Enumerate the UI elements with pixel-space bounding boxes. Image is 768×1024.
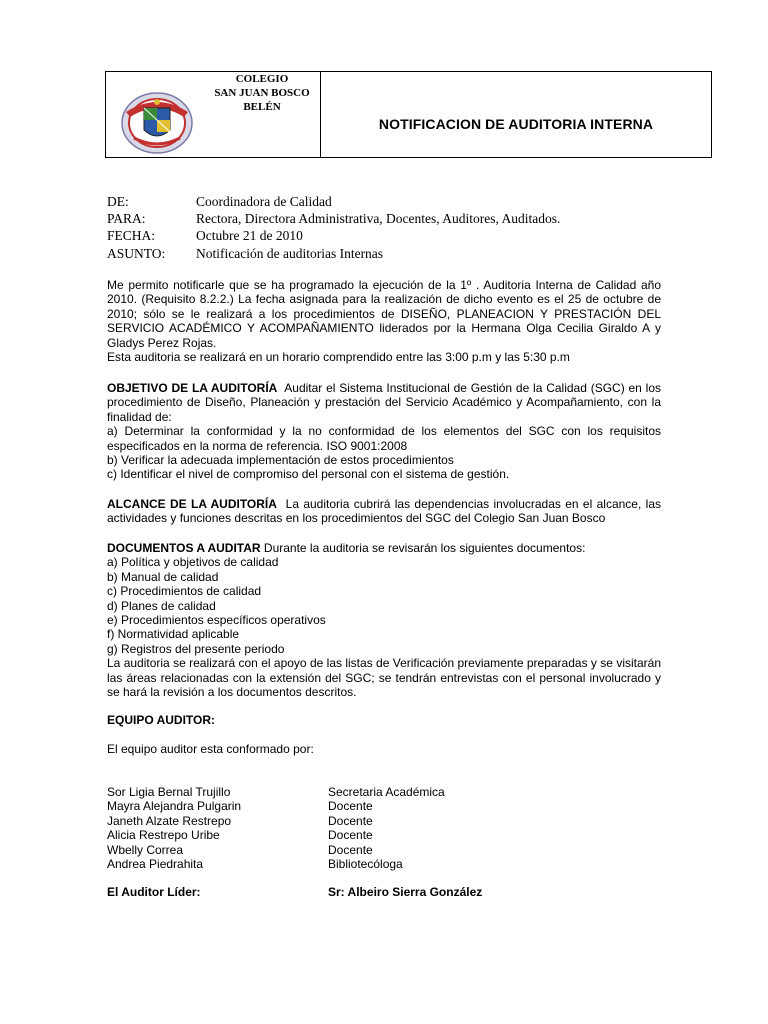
meta-label: PARA:	[107, 211, 146, 227]
school-info-cell	[106, 72, 321, 157]
meta-value: Octubre 21 de 2010	[196, 228, 303, 244]
meta-label: FECHA:	[107, 228, 156, 244]
documents-text: Durante la auditoria se revisarán los siguientes documentos:	[263, 541, 586, 555]
meta-value: Coordinadora de Calidad	[196, 194, 332, 209]
objective-section	[107, 381, 661, 482]
team-heading: EQUIPO AUDITOR:	[107, 713, 216, 727]
scope-heading: ALCANCE DE LA AUDITORÍA	[107, 497, 277, 511]
school-line: SAN JUAN BOSCO	[214, 87, 310, 99]
list-item	[107, 799, 445, 813]
list-item: f) Normatividad aplicable	[107, 627, 240, 642]
member-name: Sor Ligia Bernal Trujillo	[107, 785, 231, 799]
list-item: c) Procedimientos de calidad	[107, 584, 262, 599]
member-name: Alicia Restrepo Uribe	[107, 828, 220, 843]
member-role: Docente	[328, 813, 373, 828]
intro-paragraph: Me permito notificarle que se ha programado la ejecución de la 1º . Auditoria Interna de Calidad año 2010. (Requisito 8.2.2.) La fecha asignada para la realización de dicho evento es el 25 de octubre de 2010; sólo se le realizará a los procedimientos de DISEÑO, PLANEACION Y PRESTACIÓN DEL SERVICIO ACADÉMICO Y ACOMPAÑAMIENTO liderados por la Hermana Olga Cecilia Giraldo A y Gladys Perez Rojas.	[107, 278, 661, 350]
scope-text: La auditoria cubrirá las dependencias involucradas en el alcance, las actividades y funciones descritas en los procedimientos del SGC del Colegio San Juan Bosco	[107, 497, 661, 526]
member-role: Docente	[328, 799, 373, 814]
school-line: COLEGIO	[235, 73, 289, 85]
documents-heading: DOCUMENTOS A AUDITAR	[107, 541, 261, 555]
meta-value: Rectora, Directora Administrativa, Docentes, Auditores, Auditados.	[196, 211, 561, 227]
objective-text: Auditar el Sistema Institucional de Gestión de la Calidad (SGC) en los procedimiento de Diseño, Planeación y prestación del Servicio Académico y Acompañamiento, con la finalidad de:	[107, 381, 661, 424]
member-role: Docente	[328, 828, 373, 843]
list-item	[107, 785, 445, 799]
lead-auditor-name: Sr: Albeiro Sierra González	[328, 885, 483, 899]
meta-row-from	[107, 193, 560, 210]
list-item	[107, 857, 445, 871]
meta-row-to	[107, 210, 560, 227]
title-cell	[321, 72, 711, 157]
list-item: a) Política y objetivos de calidad	[107, 555, 279, 570]
list-item	[107, 828, 445, 842]
school-line: BELÉN	[243, 101, 281, 113]
team-intro-section	[107, 742, 661, 756]
document-header	[105, 71, 712, 158]
intro-section	[107, 278, 661, 364]
member-role: Secretaria Académica	[328, 785, 445, 799]
member-role: Bibliotecóloga	[328, 857, 403, 872]
list-item	[107, 843, 445, 857]
document-title: NOTIFICACION DE AUDITORIA INTERNA	[378, 115, 654, 132]
member-role: Docente	[328, 842, 373, 857]
lead-auditor	[107, 885, 482, 899]
objective-item: b) Verificar la adecuada implementación de estos procedimientos	[107, 453, 454, 468]
list-item: b) Manual de calidad	[107, 569, 219, 584]
member-name: Janeth Alzate Restrepo	[107, 813, 232, 828]
school-name	[202, 72, 322, 114]
member-name: Andrea Piedrahita	[107, 857, 204, 872]
meta-row-date	[107, 227, 560, 244]
lead-auditor-label: El Auditor Líder:	[107, 885, 201, 899]
scope-section	[107, 497, 661, 526]
team-intro: El equipo auditor esta conformado por:	[107, 742, 314, 756]
objective-item: a) Determinar la conformidad y la no conformidad de los elementos del SGC con los requisitos especificados en la norma de referencia. ISO 9001:2008	[107, 424, 661, 453]
documents-section	[107, 541, 661, 699]
memo-metadata	[107, 193, 560, 262]
documents-closing: La auditoria se realizará con el apoyo de las listas de Verificación previamente preparadas y se visitarán las áreas relacionadas con la extensión del SGC; se tendrán entrevistas con el personal involucrado y se hará la revisión a los documentos descritos.	[107, 656, 661, 700]
meta-label: DE:	[107, 194, 129, 209]
member-name: Mayra Alejandra Pulgarin	[107, 799, 242, 814]
meta-label: ASUNTO:	[107, 245, 166, 261]
team-list	[107, 785, 445, 871]
meta-row-subject	[107, 245, 560, 262]
objective-heading: OBJETIVO DE LA AUDITORÍA	[107, 381, 278, 395]
list-item: d) Planes de calidad	[107, 598, 216, 613]
team-heading-section	[107, 713, 661, 727]
school-crest-icon	[120, 90, 194, 154]
meta-value: Notificación de auditorias Internas	[196, 245, 384, 261]
member-name: Wbelly Correa	[107, 842, 184, 857]
schedule-line: Esta auditoria se realizará en un horario comprendido entre las 3:00 p.m y las 5:30 p.m	[107, 350, 570, 365]
list-item	[107, 814, 445, 828]
list-item: e) Procedimientos específicos operativos	[107, 613, 326, 628]
objective-item: c) Identificar el nivel de compromiso del personal con el sistema de gestión.	[107, 467, 510, 482]
list-item: g) Registros del presente periodo	[107, 641, 285, 656]
